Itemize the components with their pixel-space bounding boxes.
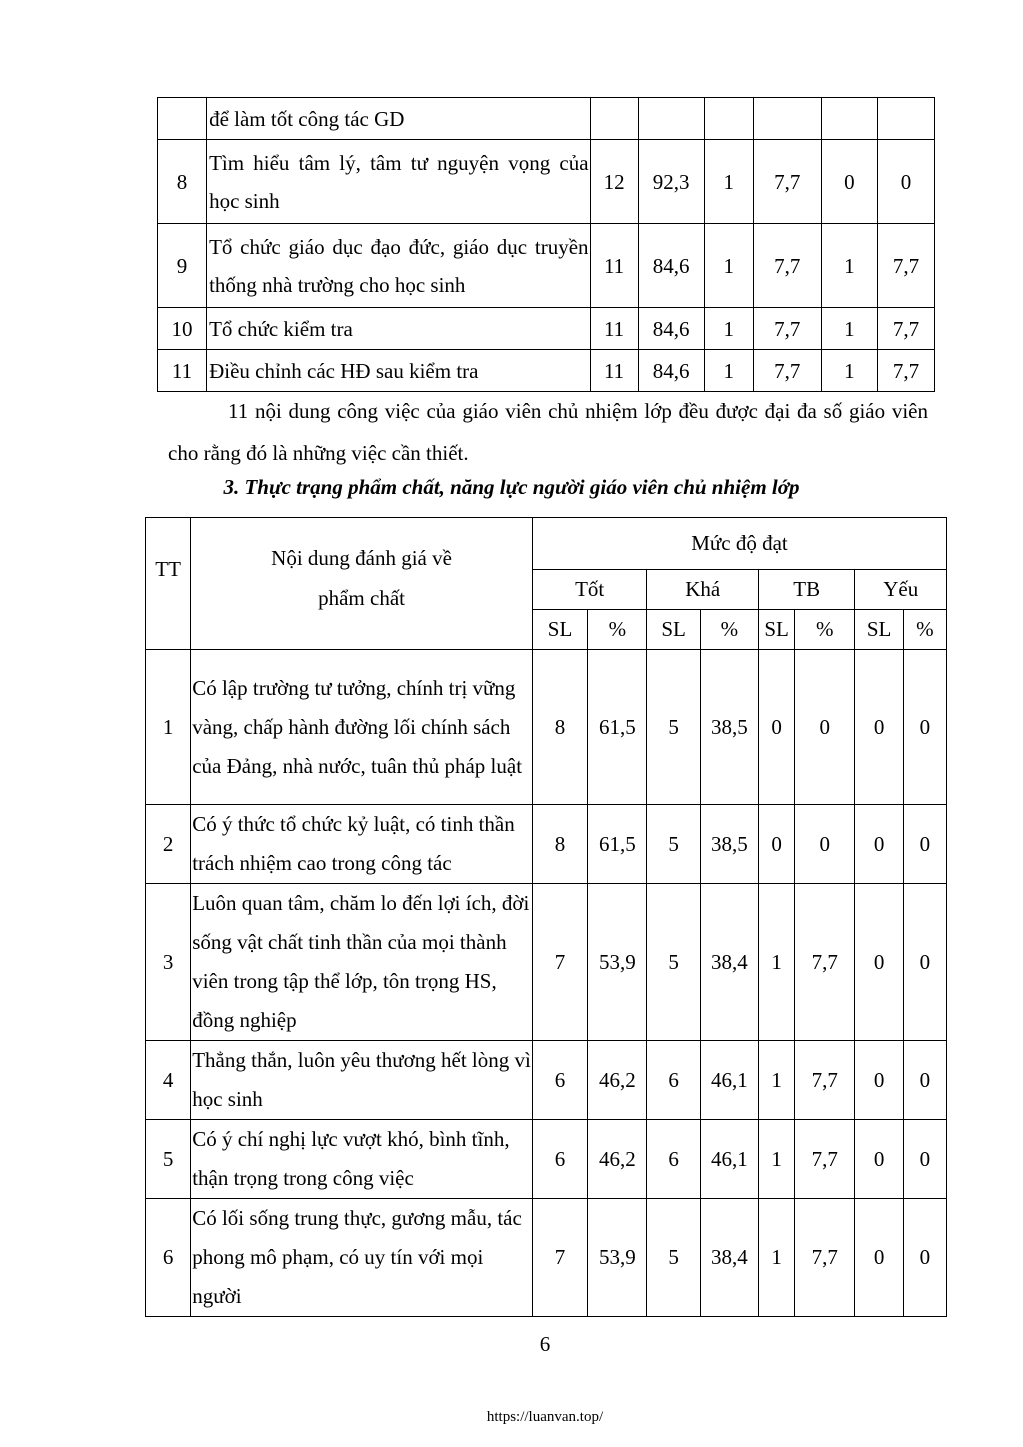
header-group-average: TB [758,570,854,610]
cell-value: 1 [758,884,794,1041]
header-sl: SL [855,610,903,650]
row-number: 11 [158,350,207,392]
cell-value: 0 [903,1041,946,1120]
cell-value: 7,7 [753,308,821,350]
cell-value: 7 [532,1199,587,1317]
cell-value: 0 [903,884,946,1041]
cell-value: 0 [855,884,903,1041]
table-row [146,1120,947,1199]
cell-value [704,98,753,140]
row-number: 4 [146,1041,191,1120]
cell-value: 53,9 [588,884,647,1041]
cell-value [753,98,821,140]
cell-value: 5 [647,884,700,1041]
header-tt: TT [146,518,191,650]
cell-value: 7,7 [795,1041,855,1120]
table-row [158,350,935,392]
row-number: 6 [146,1199,191,1317]
row-number: 8 [158,140,207,224]
header-sl: SL [532,610,587,650]
header-content-line2: phẩm chất [318,586,405,610]
cell-value [590,98,638,140]
row-number [158,98,207,140]
cell-value: 12 [590,140,638,224]
cell-value: 0 [903,1199,946,1317]
cell-value: 61,5 [588,650,647,805]
cell-value: 7,7 [795,884,855,1041]
cell-value: 0 [903,1120,946,1199]
header-group-good: Tốt [532,570,647,610]
criterion-content: Có ý thức tổ chức kỷ luật, có tinh thần trách nhiệm cao trong công tác [191,805,533,884]
table-row [146,884,947,1041]
page-number: 6 [539,1332,551,1356]
cell-value: 0 [903,650,946,805]
header-pct: % [795,610,855,650]
cell-value: 11 [590,350,638,392]
task-content: Tổ chức kiểm tra [207,308,590,350]
cell-value: 46,2 [588,1041,647,1120]
header-pct: % [903,610,946,650]
cell-value: 1 [758,1199,794,1317]
cell-value: 0 [877,140,934,224]
cell-value: 0 [758,805,794,884]
header-content-line1: Nội dung đánh giá về [271,546,452,570]
cell-value: 0 [855,1041,903,1120]
task-content: để làm tốt công tác GD [207,98,590,140]
header-level: Mức độ đạt [532,518,946,570]
cell-value [638,98,704,140]
task-content: Tổ chức giáo dục đạo đức, giáo dục truyền thống nhà trường cho học sinh [207,224,590,308]
cell-value: 0 [855,1199,903,1317]
cell-value: 92,3 [638,140,704,224]
table-row [158,308,935,350]
header-sl: SL [758,610,794,650]
cell-value: 46,1 [700,1120,758,1199]
cell-value: 84,6 [638,308,704,350]
header-pct: % [700,610,758,650]
cell-value: 7,7 [795,1199,855,1317]
cell-value: 0 [855,805,903,884]
cell-value: 5 [647,805,700,884]
cell-value: 84,6 [638,350,704,392]
criterion-content: Có ý chí nghị lực vượt khó, bình tĩnh, thận trọng trong công việc [191,1120,533,1199]
cell-value: 46,2 [588,1120,647,1199]
cell-value: 1 [821,308,877,350]
cell-value: 6 [532,1041,587,1120]
cell-value [821,98,877,140]
table-row [158,224,935,308]
cell-value: 7,7 [753,224,821,308]
cell-value [877,98,934,140]
table-row [146,805,947,884]
cell-value: 1 [704,224,753,308]
row-number: 9 [158,224,207,308]
cell-value: 0 [821,140,877,224]
header-group-fair: Khá [647,570,759,610]
footer-url: https://luanvan.top/ [486,1409,604,1425]
cell-value: 1 [704,140,753,224]
criterion-content: Luôn quan tâm, chăm lo đến lợi ích, đời sống vật chất tinh thần của mọi thành viên trong tập thể lớp, tôn trọng HS, đồng nghiệp [191,884,533,1041]
cell-value: 1 [758,1120,794,1199]
cell-value: 0 [855,1120,903,1199]
criterion-content: Có lập trường tư tưởng, chính trị vững vàng, chấp hành đường lối chính sách của Đảng, nhà nước, tuân thủ pháp luật [191,650,533,805]
cell-value: 7,7 [877,308,934,350]
task-content: Tìm hiểu tâm lý, tâm tư nguyện vọng của học sinh [207,140,590,224]
cell-value: 11 [590,308,638,350]
task-table [157,97,935,392]
cell-value: 0 [795,805,855,884]
header-pct: % [588,610,647,650]
row-number: 5 [146,1120,191,1199]
table-header-row [146,518,947,570]
cell-value: 6 [647,1041,700,1120]
cell-value: 8 [532,805,587,884]
cell-value: 0 [855,650,903,805]
cell-value: 7,7 [877,224,934,308]
cell-value: 38,4 [700,884,758,1041]
cell-value: 7,7 [753,140,821,224]
cell-value: 38,4 [700,1199,758,1317]
cell-value: 1 [758,1041,794,1120]
table-row [146,650,947,805]
cell-value: 7,7 [795,1120,855,1199]
cell-value: 8 [532,650,587,805]
cell-value: 1 [821,224,877,308]
section-heading: 3. Thực trạng phẩm chất, năng lực người giáo viên chủ nhiệm lớp [223,475,800,499]
cell-value: 46,1 [700,1041,758,1120]
table-row [146,1199,947,1317]
cell-value: 0 [758,650,794,805]
row-number: 3 [146,884,191,1041]
cell-value: 5 [647,1199,700,1317]
table-row [146,1041,947,1120]
cell-value: 6 [532,1120,587,1199]
cell-value: 0 [903,805,946,884]
table-row [158,140,935,224]
task-content: Điều chỉnh các HĐ sau kiểm tra [207,350,590,392]
header-sl: SL [647,610,700,650]
cell-value: 0 [795,650,855,805]
cell-value: 1 [821,350,877,392]
criterion-content: Có lối sống trung thực, gương mẫu, tác phong mô phạm, có uy tín với mọi người [191,1199,533,1317]
row-number: 1 [146,650,191,805]
table-row [158,98,935,140]
cell-value: 5 [647,650,700,805]
cell-value: 38,5 [700,650,758,805]
cell-value: 7,7 [753,350,821,392]
cell-value: 61,5 [588,805,647,884]
cell-value: 7 [532,884,587,1041]
cell-value: 1 [704,308,753,350]
cell-value: 6 [647,1120,700,1199]
cell-value: 7,7 [877,350,934,392]
cell-value: 84,6 [638,224,704,308]
cell-value: 53,9 [588,1199,647,1317]
row-number: 10 [158,308,207,350]
cell-value: 1 [704,350,753,392]
header-group-weak: Yếu [855,570,947,610]
criterion-content: Thẳng thắn, luôn yêu thương hết lòng vì học sinh [191,1041,533,1120]
row-number: 2 [146,805,191,884]
cell-value: 38,5 [700,805,758,884]
quality-assessment-table [145,517,947,1317]
cell-value: 11 [590,224,638,308]
header-content [191,518,533,650]
body-paragraph: 11 nội dung công việc của giáo viên chủ nhiệm lớp đều được đại đa số giáo viên cho rằng đó là những việc cần thiết. [168,399,928,465]
